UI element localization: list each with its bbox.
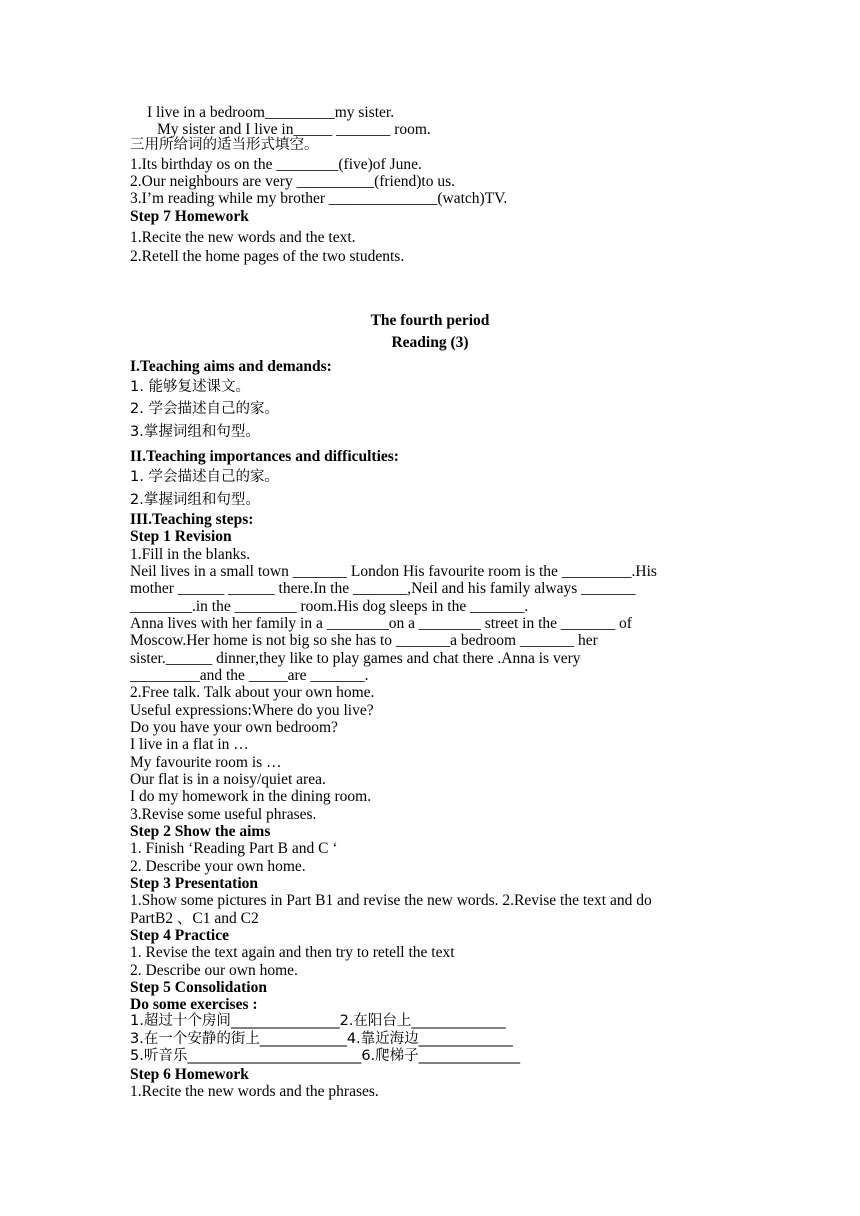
text-line: 2.Free talk. Talk about your own home. (130, 684, 375, 701)
section-heading: Step 1 Revision (130, 528, 232, 545)
text-line: My favourite room is … (130, 754, 282, 771)
section-heading: Step 6 Homework (130, 1066, 249, 1083)
text-line: I do my homework in the dining room. (130, 788, 372, 805)
text-line: Do you have your own bedroom? (130, 719, 338, 736)
text-line: 1. 学会描述自己的家。 (130, 469, 279, 485)
section-heading: Step 3 Presentation (130, 875, 259, 892)
text-line: 2.Retell the home pages of the two students. (130, 248, 405, 265)
section-heading: Step 4 Practice (130, 927, 229, 944)
period-title: The fourth period (370, 312, 490, 329)
section-heading: III.Teaching steps: (130, 511, 254, 528)
text-line: mother ______ ______ there.In the _______,Neil and his family always _______ (130, 580, 636, 597)
text-line: _________and the _____are _______. (130, 667, 369, 684)
text-line: 2. Describe your own home. (130, 858, 306, 875)
text-line: ________.in the ________ room.His dog sleeps in the _______. (130, 598, 529, 615)
text-line: 5.听音乐________________________6.爬梯子______________ (130, 1048, 521, 1064)
text-line: 1.Show some pictures in Part B1 and revise the new words. 2.Revise the text and do (130, 892, 652, 909)
text-line: 3.掌握词组和句型。 (130, 424, 260, 440)
text-line: 3.I’m reading while my brother ______________(watch)TV. (130, 190, 508, 207)
text-line: 1. Finish ‘Reading Part B and C ‘ (130, 840, 338, 857)
text-line: 1. Revise the text again and then try to retell the text (130, 944, 455, 961)
text-line: 1. 能够复述课文。 (130, 379, 250, 395)
text-line: Anna lives with her family in a ________on a ________ street in the _______ of (130, 615, 632, 632)
text-line: Neil lives in a small town _______ London His favourite room is the _________.His (130, 563, 657, 580)
section-heading: Step 7 Homework (130, 208, 249, 225)
text-line: 1.Its birthday os on the ________(five)of June. (130, 156, 422, 173)
section-heading: II.Teaching importances and difficulties: (130, 448, 399, 465)
section-heading: Step 5 Consolidation (130, 979, 267, 996)
section-heading: I.Teaching aims and demands: (130, 358, 332, 375)
text-line: 1.Recite the new words and the text. (130, 229, 356, 246)
text-line: I live in a flat in … (130, 736, 249, 753)
text-line: Useful expressions:Where do you live? (130, 702, 374, 719)
text-line: I live in a bedroom_________my sister. (147, 104, 395, 121)
text-line: 3.Revise some useful phrases. (130, 806, 317, 823)
text-line: My sister and I live in_____ _______ room. (157, 121, 431, 138)
text-line: 1.Fill in the blanks. (130, 546, 251, 563)
text-line: Our flat is in a noisy/quiet area. (130, 771, 326, 788)
text-line: PartB2 、C1 and C2 (130, 910, 259, 927)
section-heading: Step 2 Show the aims (130, 823, 271, 840)
text-line: 1.Recite the new words and the phrases. (130, 1083, 379, 1100)
text-line: Moscow.Her home is not big so she has to _______a bedroom _______ her (130, 632, 598, 649)
text-line: 2. 学会描述自己的家。 (130, 401, 279, 417)
text-line: 2.掌握词组和句型。 (130, 492, 260, 508)
text-line: 3.在一个安静的街上____________4.靠近海边_____________ (130, 1031, 513, 1047)
text-line: 2. Describe our own home. (130, 962, 298, 979)
text-line: 2.Our neighbours are very __________(friend)to us. (130, 173, 455, 190)
text-line: 三用所给词的适当形式填空。 (130, 137, 319, 153)
section-heading: Do some exercises : (130, 996, 258, 1013)
text-line: sister.______ dinner,they like to play games and chat there .Anna is very (130, 650, 581, 667)
period-subtitle: Reading (3) (391, 334, 469, 351)
text-line: 1.超过十个房间_______________2.在阳台上_____________ (130, 1013, 506, 1029)
